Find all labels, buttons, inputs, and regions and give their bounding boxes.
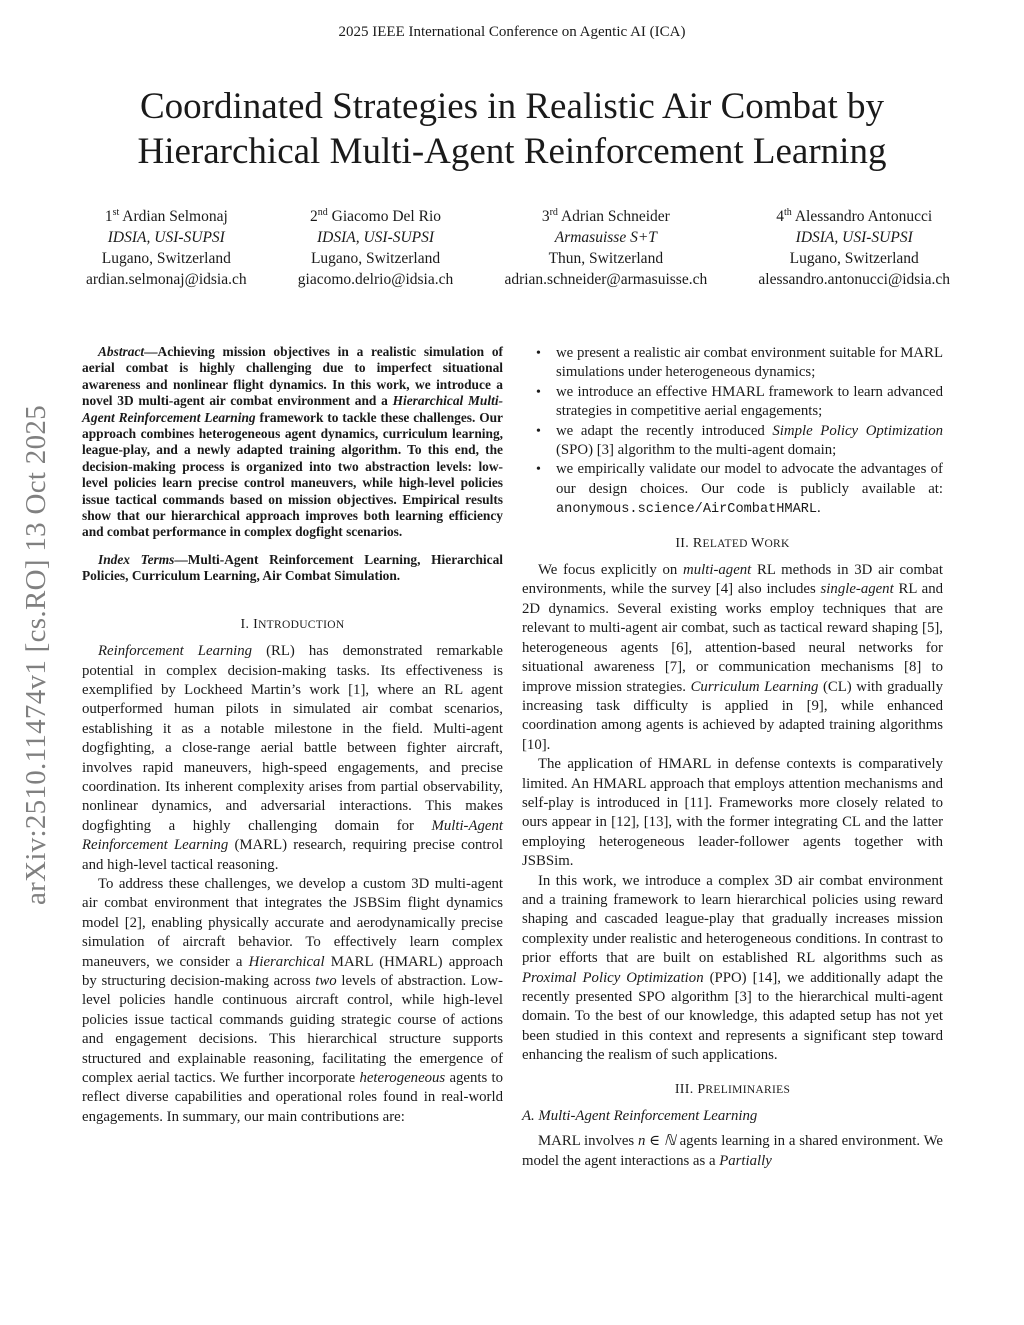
section-heading-preliminaries (522, 1080, 943, 1100)
author-affiliation: Armasuisse S+T (554, 229, 657, 247)
contribution-item (522, 460, 943, 519)
author-name: Ardian Selmonaj (122, 208, 228, 226)
author-ordinal-suffix: nd (317, 207, 328, 218)
code-url-link[interactable]: anonymous.science/AirCombatHMARL (556, 502, 818, 518)
related-emphasis: Curriculum Learning (690, 678, 819, 695)
conference-header: 2025 IEEE International Conference on Agentic AI (ICA) (338, 24, 686, 40)
author-email: adrian.schneider@armasuisse.ch (504, 271, 708, 289)
related-text: RL methods in 3D air combat environments, while the survey [4] also includes (522, 562, 943, 598)
related-emphasis: single-agent (820, 581, 894, 598)
contribution-item (522, 383, 943, 422)
author-name-line (758, 202, 950, 227)
author-name-line (504, 202, 707, 227)
intro-text: To address these challenges, we develop a custom 3D multi-agent air combat environment that integrates the JSBSim flight dynamics model [2], enabling physically accurate and aerodynamically precise simulation of aircraft behavior. To effectively learn complex maneuvers, we consider a (82, 875, 503, 970)
abstract-emphasis: Hierarchical Multi-Agent Reinforcement Learning (82, 393, 503, 425)
intro-emphasis: two (315, 973, 337, 989)
author-email: ardian.selmonaj@idsia.ch (86, 271, 247, 289)
subsection-heading-marl: A. Multi-Agent Reinforcement Learning (522, 1108, 758, 1125)
abstract-dash: — (144, 344, 158, 359)
section-cap: I (253, 616, 259, 632)
intro-paragraph-2 (82, 875, 503, 1127)
prelim-text: agents learning in a shared environment. We model the agent interactions as a (522, 1133, 943, 1169)
title-line-2: Hierarchical Multi-Agent Reinforcement Learning (137, 131, 887, 172)
section-rest: ORK (764, 537, 790, 550)
intro-text: MARL (HMARL) approach by structuring decision-making across (82, 953, 503, 989)
related-emphasis: Proximal Policy Optimization (522, 969, 704, 986)
prelim-text: MARL involves (538, 1133, 638, 1150)
author-ordinal: 3 (541, 208, 550, 226)
contribution-item (522, 344, 943, 383)
contribution-text: (SPO) [3] algorithm to the multi-agent domain; (556, 442, 837, 459)
related-paragraph-1 (522, 561, 943, 755)
section-heading-related-work (522, 534, 943, 554)
author-ordinal: 4 (776, 208, 784, 226)
contribution-text: we empirically validate our model to advocate the advantages of our design choices. Our code is publicly available at: (556, 461, 943, 497)
related-text: We focus explicitly on (538, 562, 684, 579)
related-text: (CL) with gradually increasing task difficulty is applied in [9], while enhanced coordination among agents is achieved by adapted training algorithms [10]. (522, 678, 943, 753)
index-terms-text: Multi-Agent Reinforcement Learning, Hierarchical Policies, Curriculum Learning, Air Combat Simulation. (82, 551, 503, 584)
related-text: RL and 2D dynamics. Several existing works employ techniques that are relevant to multi-agent air combat, such as tactical reward shaping [5], heterogeneous agents [6], attention-based neural networks for situational awareness [7], or communication mechanisms [8] to improve mission strategies. (522, 581, 943, 695)
author-ordinal: 2 (310, 208, 318, 226)
index-terms (82, 552, 503, 585)
prelim-paragraph-1 (522, 1132, 943, 1171)
section-rest: ELATED (702, 537, 751, 550)
author-4 (758, 202, 950, 290)
contribution-text: we present a realistic air combat environment suitable for MARL simulations under heterogeneous dynamics; (556, 345, 943, 381)
author-ordinal: 1 (104, 208, 113, 226)
left-column (82, 344, 503, 1127)
paper-title (60, 84, 964, 174)
intro-paragraph-1 (82, 642, 503, 875)
author-3 (504, 202, 707, 290)
author-email: giacomo.delrio@idsia.ch (297, 271, 454, 289)
related-emphasis: multi-agent (683, 562, 752, 579)
contribution-text: . (817, 500, 821, 517)
section-number: II. (675, 535, 693, 551)
author-affiliation: IDSIA, USI-SUPSI (316, 229, 435, 247)
author-location: Lugano, Switzerland (310, 250, 441, 268)
contributions-list (522, 344, 943, 520)
intro-emphasis: Hierarchical (248, 953, 325, 970)
author-email: alessandro.antonucci@idsia.ch (758, 271, 950, 289)
intro-text: agents to reflect diverse capabilities and operational roles found in real-world engagements. In summary, our main contributions are: (82, 1070, 503, 1125)
intro-text: (MARL) research, requiring precise control and high-level tactical reasoning. (82, 837, 503, 873)
author-ordinal-suffix: th (784, 207, 792, 218)
intro-text: (RL) has demonstrated remarkable potential in complex decision-making tasks. Its effectiveness is exemplified by Lockheed Martin’s work [1], where an RL agent outperformed human pilots in simulated air combat scenarios, establishing it as a notable milestone in the field. Multi-agent dogfighting, a close-range aerial battle between fighter aircraft, involves rapid maneuvers, high-speed engagements, and precise coordination. Its inherent complexity arises from partial observability, nonlinear dynamics, and adversarial interactions. This makes dogfighting a highly challenging domain for (82, 643, 503, 834)
author-name: Adrian Schneider (560, 208, 670, 226)
author-affiliation: IDSIA, USI-SUPSI (107, 229, 225, 247)
contribution-text: we introduce an effective HMARL framework to learn advanced strategies in competitive aerial engagements; (556, 383, 943, 420)
arxiv-side-stamp: arXiv:2510.11474v1 [cs.RO] 13 Oct 2025 (20, 404, 52, 906)
contribution-item (522, 422, 943, 461)
section-heading-introduction (82, 615, 503, 635)
section-number: I. (240, 616, 254, 632)
intro-emphasis: Multi-Agent Reinforcement Learning (82, 817, 503, 854)
author-ordinal-suffix: rd (549, 207, 558, 218)
author-name: Giacomo Del Rio (331, 208, 442, 226)
section-cap: R (692, 535, 703, 551)
math-expression: n ∈ ℕ (637, 1133, 676, 1150)
related-text: In this work, we introduce a complex 3D air combat environment and a training framework to learn hierarchical policies using reward shaping and cascaded league-play that gradually increases mission complexity under realistic and heterogeneous conditions. In contrast to prior efforts that are built on established RL algorithms such as (522, 872, 943, 967)
abstract (82, 344, 503, 541)
intro-emphasis: heterogeneous (359, 1070, 446, 1087)
author-location: Thun, Switzerland (548, 250, 664, 268)
section-cap: W (750, 535, 765, 551)
title-line-1: Coordinated Strategies in Realistic Air Combat by (140, 86, 884, 127)
section-cap: P (697, 1081, 706, 1097)
related-text: (PPO) [14], we additionally adapt the recently presented SPO algorithm [3] to the hierarchical multi-agent domain. To the best of our knowledge, this adapted setup has not yet been studied in this context and represents a significant step toward enhancing the realism of such applications. (522, 969, 943, 1064)
section-rest: RELIMINARIES (705, 1083, 791, 1096)
right-column (522, 344, 943, 1171)
contribution-emphasis: Simple Policy Optimization (772, 422, 943, 439)
related-paragraph-2: The application of HMARL in defense contexts is comparatively limited. An HMARL approach that employs attention mechanisms and self-play is introduced in [11]. Frameworks more closely related to ours appear in [12], [13], with the former integrating CL and the latter employing heterogeneous leader-follower agents together with JSBSim. (522, 756, 943, 870)
author-ordinal-suffix: st (112, 207, 120, 218)
section-number: III. (674, 1081, 698, 1097)
author-1 (86, 202, 247, 290)
abstract-text-1: Achieving mission objectives in a realistic simulation of aerial combat is highly challenging due to imperfect situational awareness and nonlinear flight dynamics. In this work, we introduce a novel 3D multi-agent air combat environment and a (82, 344, 503, 409)
author-affiliation: IDSIA, USI-SUPSI (795, 229, 913, 247)
author-name: Alessandro Antonucci (794, 208, 933, 226)
intro-text: levels of abstraction. Low-level policies handle continuous aircraft control, while high-level policies issue tactical commands guiding strategic course of actions and engagement decisions. This hierarchical structure supports structured and explainable reasoning, facilitating the emergence of complex aerial tactics. We further incorporate (82, 973, 503, 1087)
abstract-text-2: framework to tackle these challenges. Our approach combines heterogeneous agent dynamics, curriculum learning, league-play, and a newly adapted training algorithm. To this end, the decision-making process is organized into two abstraction levels: low-level policies learn precise control maneuvers, while high-level policies issue tactical commands based on mission objectives. Empirical results show that our hierarchical approach improves both learning efficiency and combat performance in complex dogfight scenarios. (82, 409, 503, 540)
author-name-line (86, 202, 247, 227)
section-rest: NTRODUCTION (258, 618, 345, 631)
index-terms-label: Index Terms (98, 551, 175, 567)
index-terms-dash: — (174, 551, 188, 567)
contribution-text: we adapt the recently introduced (556, 422, 773, 439)
author-list (86, 202, 950, 290)
prelim-emphasis: Partially (719, 1152, 772, 1169)
author-location: Lugano, Switzerland (789, 250, 919, 268)
author-location: Lugano, Switzerland (101, 250, 231, 268)
author-2 (298, 202, 453, 290)
author-name-line (298, 202, 453, 227)
abstract-label: Abstract (98, 344, 145, 359)
intro-emphasis: Reinforcement Learning (98, 643, 253, 660)
related-paragraph-3 (522, 872, 943, 1066)
